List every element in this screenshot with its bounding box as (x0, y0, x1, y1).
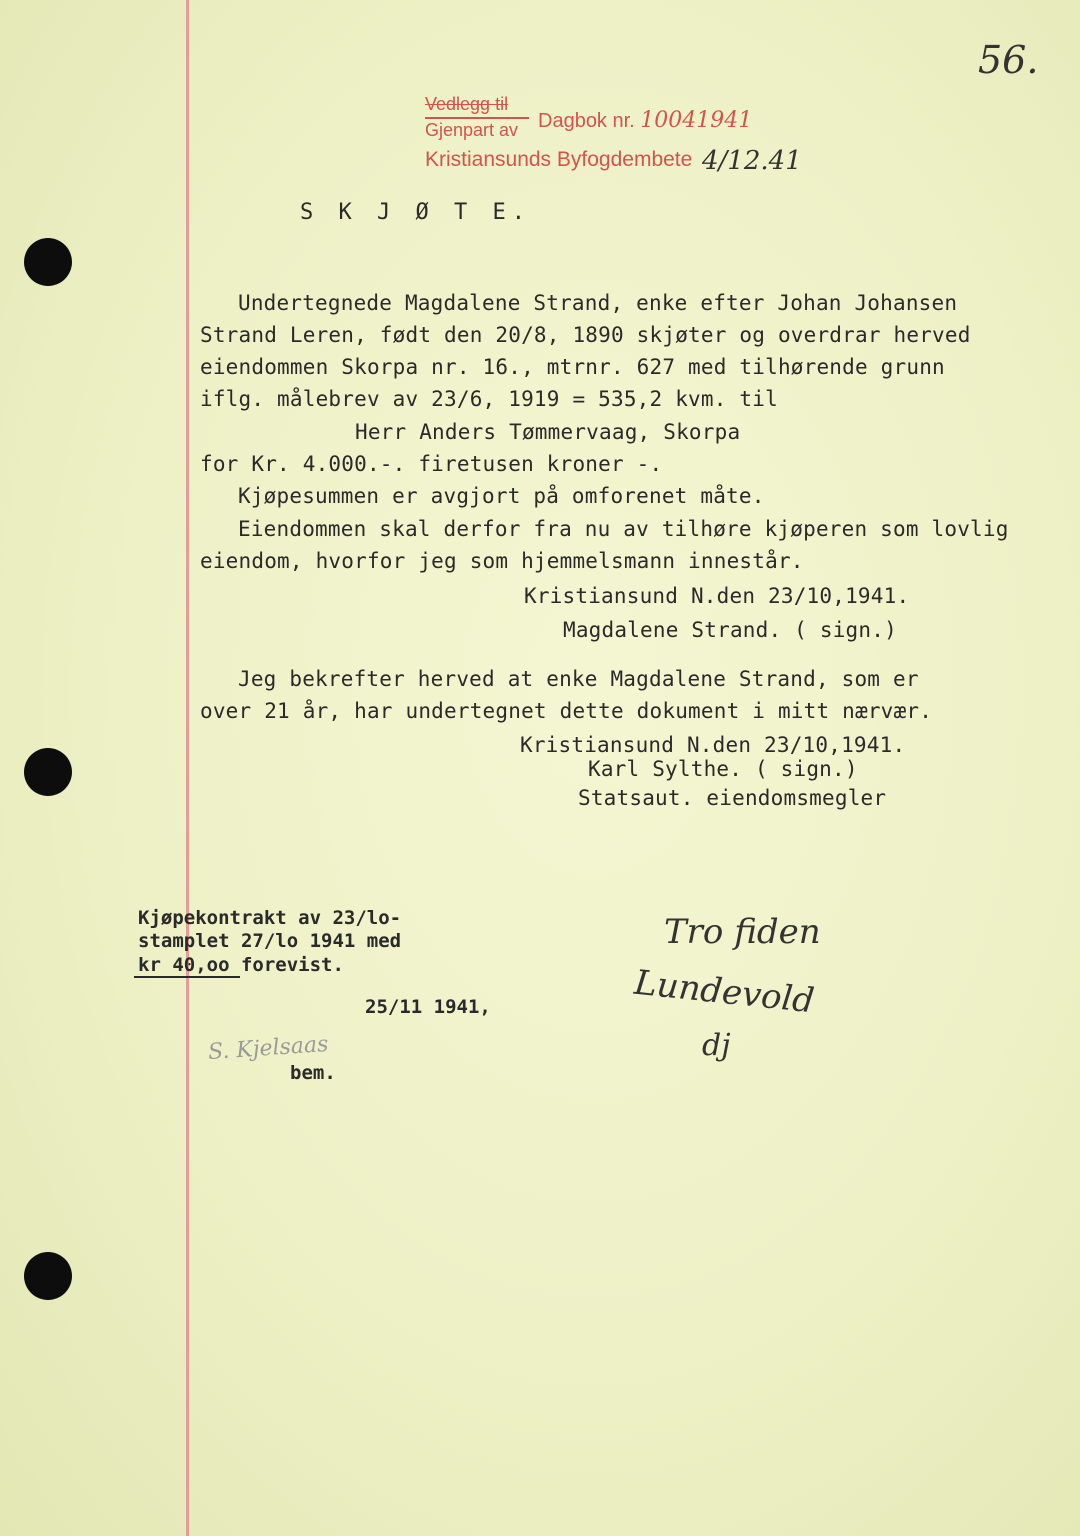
stamp-dagbok-number: 1004 (640, 108, 697, 133)
punch-hole (24, 748, 72, 796)
page-number: 56. (978, 38, 1039, 82)
body-line: for Kr. 4.000.-. firetusen kroner -. (200, 452, 663, 476)
note-line: kr 40,oo forevist. (138, 954, 344, 976)
punch-hole (24, 238, 72, 286)
body-line: Magdalene Strand. ( sign.) (563, 618, 897, 642)
note-line: stamplet 27/lo 1941 med (138, 930, 402, 952)
body-line: eiendommen Skorpa nr. 16., mtrnr. 627 med tilhørende grunn (200, 355, 945, 379)
body-line: Undertegnede Magdalene Strand, enke efter Johan Johansen (238, 291, 958, 315)
stamp-divider (425, 117, 529, 119)
stamp-dagbok-year: 1941 (696, 108, 753, 133)
stamp-vedlegg: Vedlegg til (425, 94, 509, 114)
handwritten-signature-initials: dj (702, 1028, 731, 1063)
punch-hole (24, 1252, 72, 1300)
body-line: Statsaut. eiendomsmegler (578, 786, 887, 810)
handwritten-signature-line: Tro fiden (664, 912, 821, 952)
body-line: Eiendommen skal derfor fra nu av tilhøre kjøperen som lovlig (238, 517, 1009, 541)
handwritten-signature-name: Lundevold (632, 962, 817, 1022)
body-line: eiendom, hvorfor jeg som hjemmelsmann innestår. (200, 549, 804, 573)
stamp-date: 4/12.41 (702, 146, 802, 176)
note-date: 25/11 1941, (365, 996, 491, 1018)
pencil-signature: S. Kjelsaas (207, 1031, 330, 1066)
body-line: Kjøpesummen er avgjort på omforenet måte. (238, 484, 765, 508)
note-line: Kjøpekontrakt av 23/lo- (138, 907, 402, 929)
body-line: Kristiansund N.den 23/10,1941. (520, 733, 906, 757)
note-bem: bem. (290, 1062, 336, 1084)
stamp-dagbok (538, 108, 752, 133)
stamp-gjenpart: Gjenpart av (425, 120, 519, 140)
body-line: Jeg bekrefter herved at enke Magdalene Strand, som er (238, 667, 919, 691)
document-title: S K J Ø T E. (300, 200, 531, 225)
body-line: Kristiansund N.den 23/10,1941. (524, 584, 910, 608)
body-line: iflg. målebrev av 23/6, 1919 = 535,2 kvm. til (200, 387, 778, 411)
note-underline (134, 976, 240, 978)
margin-rule (186, 0, 189, 1536)
stamp-dagbok-label: Dagbok nr. (538, 110, 635, 132)
body-line: over 21 år, har undertegnet dette dokument i mitt nærvær. (200, 699, 933, 723)
body-line: Herr Anders Tømmervaag, Skorpa (355, 420, 741, 444)
body-line: Strand Leren, født den 20/8, 1890 skjøter og overdrar herved (200, 323, 971, 347)
body-line: Karl Sylthe. ( sign.) (588, 757, 858, 781)
stamp-office: Kristiansunds Byfogdembete (425, 148, 693, 171)
